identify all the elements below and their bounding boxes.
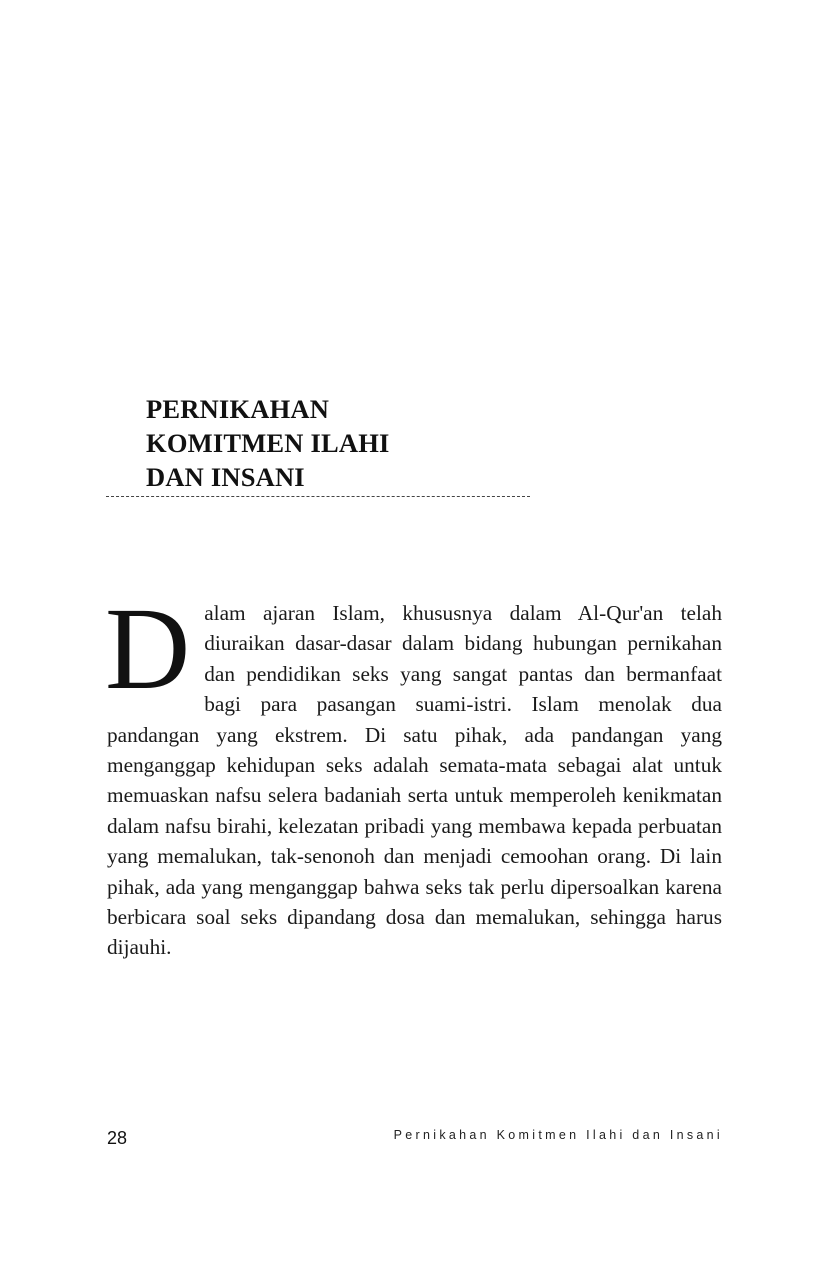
drop-cap: D — [105, 583, 191, 714]
title-divider — [106, 496, 530, 497]
body-paragraph — [105, 583, 722, 963]
running-title: Pernikahan Komitmen Ilahi dan Insani — [393, 1128, 723, 1142]
chapter-title-line-1: PERNIKAHAN — [146, 394, 330, 424]
chapter-title — [146, 392, 566, 494]
chapter-title-line-2: KOMITMEN ILAHI — [146, 428, 390, 458]
chapter-title-line-3: DAN INSANI — [146, 462, 305, 492]
body-paragraph-text: alam ajaran Islam, khususnya dalam Al-Qur'an telah diuraikan dasar-dasar dalam bidang hubungan pernikahan dan pendidikan seks yang sangat pantas dan bermanfaat bagi para pasangan suami-istri. Islam menolak dua pandangan yang ekstrem. Di satu pihak, ada pandangan yang menganggap kehidupan seks adalah semata-mata sebagai alat untuk memuaskan nafsu selera badaniah serta untuk memperoleh kenikmatan dalam nafsu birahi, kelezatan pribadi yang membawa kepada perbuatan yang memalukan, tak-senonoh dan menjadi cemoohan orang. Di lain pihak, ada yang menganggap bahwa seks tak perlu dipersoalkan karena berbicara soal seks dipandang dosa dan memalukan, sehingga harus dijauhi. — [107, 601, 722, 960]
page-number: 28 — [107, 1128, 128, 1148]
